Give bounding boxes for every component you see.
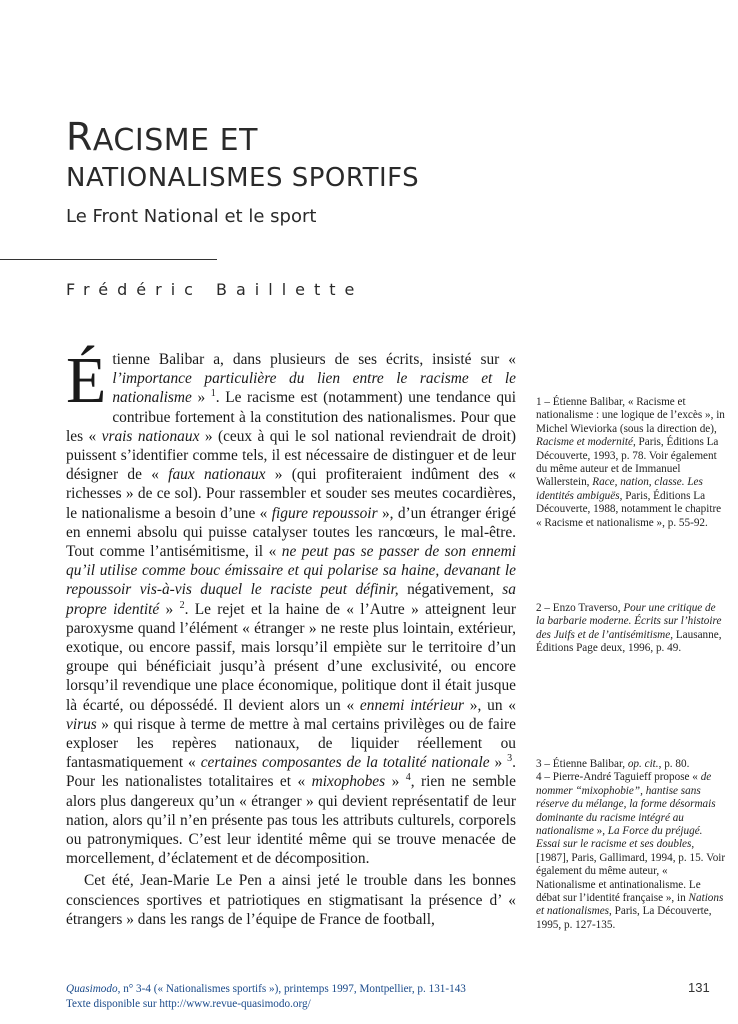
footnote-3-4 <box>536 758 726 932</box>
page-number: 131 <box>688 980 710 995</box>
author-name: Frédéric Baillette <box>66 280 364 299</box>
footnote-ref-4[interactable]: 4 <box>405 772 411 784</box>
availability-link[interactable]: Texte disponible sur http://www.revue-quasimodo.org/ <box>66 998 311 1010</box>
citation-footer <box>66 982 466 1012</box>
footnote-4: 4 – Pierre-André Taguieff propose « de nommer “mixophobie”, hantise sans réserve du mélange, la forme désormais dominante du racisme intégré au nationalisme », La Force du préjugé. Essai sur le racisme et ses doubles, [1987], Paris, Gallimard, 1994, p. 15. Voir également du même auteur, « Nationalisme et antinationalisme. Le débat sur l’identité française », in Nations et nationalismes, Paris, La Découverte, 1995, p. 127-135. <box>536 771 726 931</box>
footnote-1: 1 – Étienne Balibar, « Racisme et nationalisme : une logique de l’excès », in Michel Wieviorka (sous la direction de), Racisme et modernité, Paris, Éditions La Découverte, 1993, p. 78. Voir également du même auteur et de Immanuel Wallerstein, Race, nation, classe. Les identités ambiguës, Paris, Éditions La Découverte, 1988, notamment le chapitre « Racisme et nationalisme », p. 55-92. <box>536 396 725 529</box>
journal-name: Quasimodo <box>66 983 118 995</box>
drop-cap: É <box>66 344 107 417</box>
citation-line: Quasimodo, n° 3-4 (« Nationalismes sportifs »), printemps 1997, Montpellier, p. 131-143 <box>66 983 466 995</box>
title-line-2: NATIONALISMES SPORTIFS <box>66 163 420 193</box>
title-divider <box>0 259 217 260</box>
footnote-ref-1[interactable]: 1 <box>210 388 216 400</box>
article-subtitle: Le Front National et le sport <box>66 206 317 227</box>
article-title <box>66 115 420 196</box>
paragraph-2: Cet été, Jean-Marie Le Pen a ainsi jeté le trouble dans les bonnes consciences sportives et patriotiques en stigmatisant la présence d’ « étrangers » dans les rangs de l’équipe de France de football, <box>66 872 516 928</box>
footnote-ref-3[interactable]: 3 <box>507 753 513 765</box>
footnote-3: 3 – Étienne Balibar, op. cit., p. 80. <box>536 758 690 770</box>
article-body <box>66 344 517 929</box>
title-line-1: RACISME ET <box>66 115 258 159</box>
footnote-ref-2[interactable]: 2 <box>179 599 185 611</box>
footnote-2: 2 – Enzo Traverso, Pour une critique de la barbarie moderne. Écrits sur l’histoire des Juifs et de l’antisémitisme, Lausanne, Éditions Page deux, 1996, p. 49. <box>536 602 722 655</box>
paragraph-1: Étienne Balibar a, dans plusieurs de ses écrits, insisté sur « l’importance particulière du lien entre le racisme et le nationalisme » $^1$. Le racisme est (notamment) une tendance qui contribue fortement à la constitution des nationalismes. Pour que les « vrais nationaux » (ceux à qui le sol national reviendrait de droit) puissent s’identifier comme tels, il est nécessaire de distinguer et de leur désigner de « faux nationaux » (qui profiteraient indûment des « richesses » de ce sol). Pour rassembler et souder ses meutes cocardières, le nationalisme a besoin d’une « figure repoussoir », d’un étranger érigé en ennemi absolu qui puisse catalyser toutes les rancœurs, le mal-être. Tout comme l’antisémitisme, il « ne peut pas se passer de son ennemi qu’il utilise comme bouc émissaire et qui polarise sa haine, devanant le repoussoir vis-à-vis duquel le raciste peut définir, négativement, sa propre identité » $^2$. Le rejet et la haine de « l’Autre » atteignent leur paroxysme quand l’élément « étranger » ne reste plus lointain, extérieur, exotique, ou encore passif, mais lorsqu’il empiète sur le territoire d’un groupe qui bénéficiait jusqu’à présent d’une exclusivité, ou encore lorsqu’il revendique une place économique, politique dont il était jusque là écarté, ou dépossédé. Il devient alors un « ennemi intérieur », un « virus » qui risque à terme de mettre à mal certains privilèges ou de faire exploser les repères nationaux, de liquider réellement ou fantasmatiquement « certaines composantes de la totalité nationale » $^3$. Pour les nationalistes totalitaires et « mixophobes » $^4$, rien ne semble alors plus dangereux qu’un « étranger » qui devient représentatif de leur nation, alors qu’il n’en présente pas tous les attributs culturels, corporels ou patronymiques. C’est leur identité même qui se trouve menacée de morcellement, d’éclatement et de décomposition. <box>66 344 517 868</box>
